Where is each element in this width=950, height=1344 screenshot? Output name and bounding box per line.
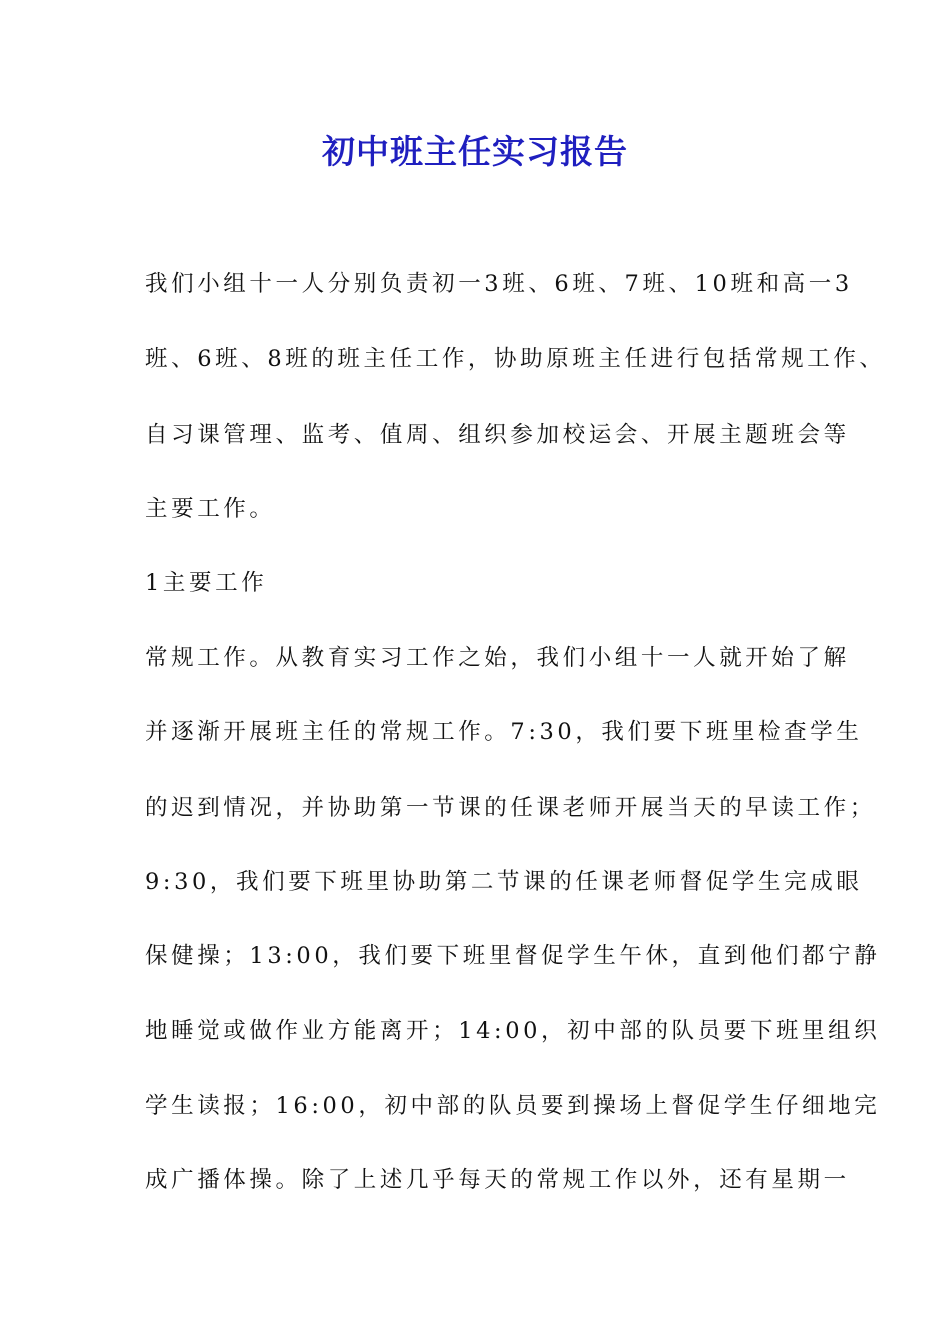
paragraph-line: 主要工作。	[145, 496, 276, 522]
paragraph-line: 自习课管理、监考、值周、组织参加校运会、开展主题班会等	[145, 422, 850, 448]
paragraph-line: 的迟到情况，并协助第一节课的任课老师开展当天的早读工作；	[145, 795, 876, 821]
section-heading: 1主要工作	[145, 570, 268, 596]
paragraph-line: 保健操；13:00，我们要下班里督促学生午休，直到他们都宁静	[145, 943, 881, 969]
document-title: 初中班主任实习报告	[322, 132, 628, 171]
paragraph-line: 地睡觉或做作业方能离开；14:00，初中部的队员要下班里组织	[145, 1018, 881, 1044]
paragraph-line: 学生读报；16:00，初中部的队员要到操场上督促学生仔细地完	[145, 1093, 881, 1119]
paragraph-line: 9:30，我们要下班里协助第二节课的任课老师督促学生完成眼	[145, 869, 863, 895]
paragraph-line: 常规工作。从教育实习工作之始，我们小组十一人就开始了解	[145, 645, 850, 671]
paragraph-line: 我们小组十一人分别负责初一3班、6班、7班、10班和高一3	[145, 271, 853, 297]
paragraph-line: 班、6班、8班的班主任工作，协助原班主任进行包括常规工作、	[145, 346, 886, 372]
paragraph-line: 成广播体操。除了上述几乎每天的常规工作以外，还有星期一	[145, 1167, 850, 1193]
paragraph-line: 并逐渐开展班主任的常规工作。7:30，我们要下班里检查学生	[145, 719, 863, 745]
